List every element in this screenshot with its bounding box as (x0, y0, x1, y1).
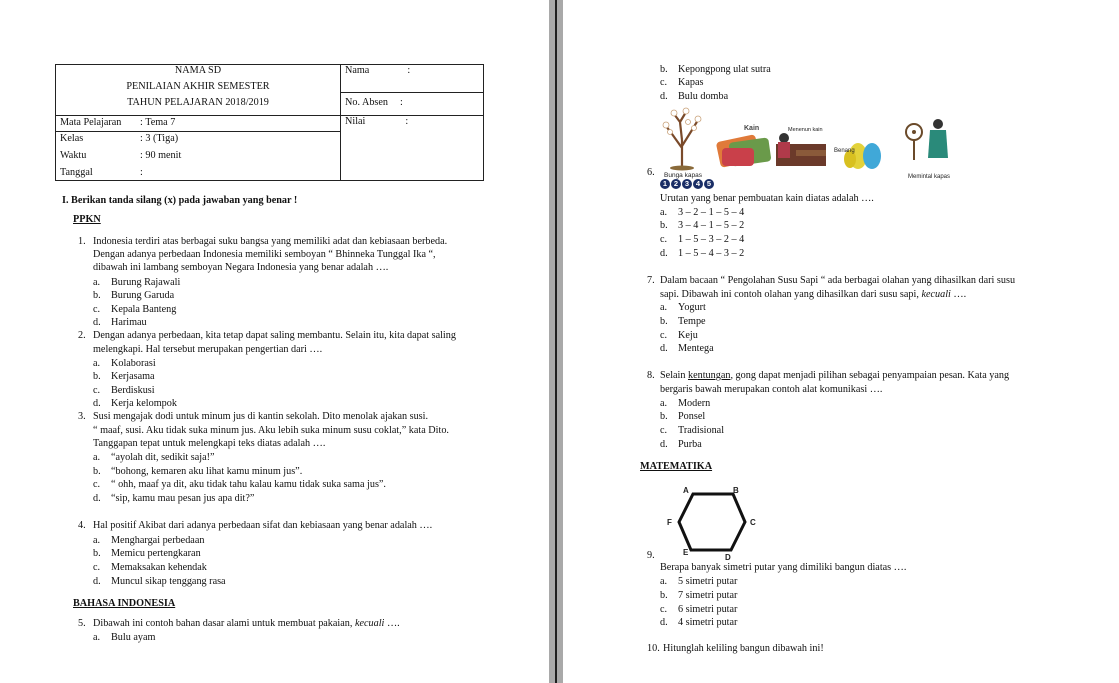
q8-line: bergaris bawah merupakan contoh alat komunikasi …. (660, 384, 883, 395)
q4-option-d: Muncul sikap tenggang rasa (111, 576, 226, 587)
q5-option-letter: b. (660, 64, 668, 75)
q2-option-letter: b. (93, 371, 101, 382)
q9-option-d: 4 simetri putar (678, 617, 738, 628)
q7-option-letter: b. (660, 316, 668, 327)
q5-option-letter: c. (660, 77, 668, 88)
exam-title-cell (56, 65, 341, 116)
q4-option-a: Menghargai perbedaan (111, 535, 205, 546)
tanggal-label: Tanggal (60, 167, 93, 178)
q4-option-letter: a. (93, 535, 101, 546)
absen-cell: No. Absen : (341, 93, 484, 116)
q3-line: Susi mengajak dodi untuk minum jus di kantin sekolah. Dito menolak ajakan susi. (93, 411, 429, 422)
q2-line: melengkapi. Hal tersebut merupakan pengertian dari …. (93, 344, 323, 355)
q4-option-letter: d. (93, 576, 101, 587)
q6-option-letter: b. (660, 220, 668, 231)
nama-label: Nama (345, 65, 370, 76)
q5-question: Dibawah ini contoh bahan dasar alami untuk membuat pakaian, kecuali …. (93, 618, 400, 629)
q4-line: Hal positif Akibat dari adanya perbedaan sifat dan kebiasaan yang benar adalah …. (93, 520, 433, 531)
q7-option-a: Yogurt (678, 302, 706, 313)
label-benang: Benang (834, 148, 855, 154)
q3-option-letter: b. (93, 466, 101, 477)
yarn-image (844, 143, 881, 169)
kelas-label: Kelas (60, 133, 84, 144)
q8-option-letter: c. (660, 425, 668, 436)
q6-number: 6. (647, 167, 655, 178)
label-menenun: Menenun kain (788, 127, 823, 133)
q2-option-b: Kerjasama (111, 371, 155, 382)
q3-option-a: “ayolah dit, sedikit saja!” (111, 452, 215, 463)
q2-line: Dengan adanya perbedaan, kita tetap dapat saling membantu. Selain itu, kita dapat saling (93, 330, 456, 341)
q8-option-a: Modern (678, 398, 711, 409)
cotton-plant-image (663, 108, 701, 171)
q4-option-letter: b. (93, 548, 101, 559)
q2-option-letter: d. (93, 398, 101, 409)
q7-option-letter: a. (660, 302, 668, 313)
q3-option-letter: c. (93, 479, 101, 490)
q9-option-letter: c. (660, 604, 668, 615)
q3-line: Tanggapan tepat untuk melengkapi teks diatas adalah …. (93, 438, 326, 449)
weaving-image (776, 133, 826, 166)
exam-name: PENILAIAN AKHIR SEMESTER (126, 81, 270, 92)
q1-option-letter: c. (93, 304, 101, 315)
q2-option-a: Kolaborasi (111, 358, 156, 369)
mapel-label: Mata Pelajaran (60, 117, 122, 128)
page-separator (549, 0, 563, 683)
nilai-label: Nilai (345, 116, 366, 127)
q7-option-b: Tempe (678, 316, 706, 327)
label-bunga-kapas: Bunga kapas (664, 172, 702, 179)
q6-option-letter: d. (660, 248, 668, 259)
nama-cell: Nama : (341, 65, 484, 93)
q1-option-c: Kepala Banteng (111, 304, 177, 315)
q5-option-b: Kepongpong ulat sutra (678, 64, 771, 75)
kelas-value: : 3 (Tiga) (140, 133, 179, 144)
q3-option-d: “sip, kamu mau pesan jus apa dit?” (111, 493, 255, 504)
q8-option-letter: b. (660, 411, 668, 422)
q9-question: Berapa banyak simetri putar yang dimiliki bangun diatas …. (660, 562, 907, 573)
step-circle: 1 (660, 179, 670, 189)
q8-option-b: Ponsel (678, 411, 706, 422)
q6-option-letter: c. (660, 234, 668, 245)
q1-option-letter: b. (93, 290, 101, 301)
q7-option-d: Mentega (678, 343, 714, 354)
q4-option-letter: c. (93, 562, 101, 573)
q1-option-b: Burung Garuda (111, 290, 175, 301)
q5-option-d: Bulu domba (678, 91, 729, 102)
q3-option-letter: a. (93, 452, 101, 463)
q4-option-b: Memicu pertengkaran (111, 548, 201, 559)
tanggal-value: : (140, 167, 143, 178)
q10-question: Hitunglah keliling bangun dibawah ini! (663, 643, 824, 654)
q3-line: “ maaf, susi. Aku tidak suka minum jus. Aku lebih suka minum susu coklat,” kata Dito. (93, 425, 449, 436)
q6-option-letter: a. (660, 207, 668, 218)
document-page-left (0, 0, 549, 683)
waktu-label: Waktu (60, 150, 87, 161)
q9-option-letter: b. (660, 590, 668, 601)
q1-option-letter: a. (93, 277, 101, 288)
vertex-label: C (750, 518, 756, 527)
q7-number: 7. (647, 275, 655, 286)
q2-option-c: Berdiskusi (111, 385, 155, 396)
q6-option-b: 3 – 4 – 1 – 5 – 2 (678, 220, 745, 231)
q2-option-letter: a. (93, 358, 101, 369)
q1-option-letter: d. (93, 317, 101, 328)
q1-line: Dengan adanya perbedaan Indonesia memiliki semboyan “ Bhinneka Tunggal Ika “, (93, 249, 436, 260)
instruction: I. Berikan tanda silang (x) pada jawaban yang benar ! (62, 195, 298, 206)
label-memintal: Memintal kapas (908, 174, 951, 180)
step-circle: 4 (693, 179, 703, 189)
q8-option-c: Tradisional (678, 425, 725, 436)
q10-number: 10. (647, 643, 660, 654)
q7-line: sapi. Dibawah ini contoh olahan yang dihasilkan dari susu sapi, kecuali …. (660, 289, 967, 300)
mapel-value: : Tema 7 (140, 117, 176, 128)
q3-number: 3. (78, 411, 86, 422)
q3-option-letter: d. (93, 493, 101, 504)
vertex-label: F (667, 518, 672, 527)
q5-option-a: Bulu ayam (111, 632, 156, 643)
q8-option-letter: d. (660, 439, 668, 450)
section-matematika: MATEMATIKA (640, 461, 713, 472)
hexagon-figure (663, 484, 763, 562)
q7-option-letter: d. (660, 343, 668, 354)
q6-question: Urutan yang benar pembuatan kain diatas adalah …. (660, 193, 874, 204)
q3-option-b: “bohong, kemaren aku lihat kamu minum jus”. (111, 466, 303, 477)
subject-info-cell (56, 116, 341, 181)
q1-line: dibawah ini lambang semboyan Negara Indonesia yang benar adalah …. (93, 262, 389, 273)
q5-option-letter: d. (660, 91, 668, 102)
absen-label: No. Absen (345, 97, 389, 108)
q4-option-c: Memaksakan kehendak (111, 562, 207, 573)
q2-option-letter: c. (93, 385, 101, 396)
step-circle: 2 (671, 179, 681, 189)
vertex-label: B (733, 486, 739, 495)
q1-line: Indonesia terdiri atas berbagai suku bangsa yang memiliki adat dan kebiasaan berbeda. (93, 236, 448, 247)
exam-header-table (55, 64, 484, 181)
q1-number: 1. (78, 236, 86, 247)
q3-option-c: “ ohh, maaf ya dit, aku tidak tahu kalau kamu tidak suka sama jus”. (111, 479, 386, 490)
q9-option-letter: d. (660, 617, 668, 628)
step-circle: 5 (704, 179, 714, 189)
q4-number: 4. (78, 520, 86, 531)
q6-option-c: 1 – 5 – 3 – 2 – 4 (678, 234, 745, 245)
q8-option-letter: a. (660, 398, 668, 409)
q5-number: 5. (78, 618, 86, 629)
vertex-label: A (683, 486, 689, 495)
vertex-label: E (683, 548, 689, 557)
label-kain: Kain (744, 125, 760, 132)
q8-option-d: Purba (678, 439, 702, 450)
q9-option-c: 6 simetri putar (678, 604, 738, 615)
q8-line: Selain kentungan, gong dapat menjadi pilihan sebagai penyampaian pesan. Kata yang (660, 370, 1010, 381)
fabric-rolls-image (716, 134, 772, 168)
section-bahasa: BAHASA INDONESIA (73, 598, 176, 609)
q9-option-b: 7 simetri putar (678, 590, 738, 601)
hexagon-shape (679, 494, 745, 550)
q6-option-a: 3 – 2 – 1 – 5 – 4 (678, 207, 745, 218)
fabric-process-illustration (658, 104, 958, 182)
q1-option-a: Burung Rajawali (111, 277, 181, 288)
document-page-right (563, 0, 1119, 683)
school-name: NAMA SD (174, 65, 222, 76)
vertex-label: D (725, 553, 731, 562)
q2-option-d: Kerja kelompok (111, 398, 177, 409)
q5-option-letter: a. (93, 632, 101, 643)
q7-option-letter: c. (660, 330, 668, 341)
spinning-image (906, 119, 948, 160)
q5-option-c: Kapas (678, 77, 704, 88)
waktu-value: : 90 menit (140, 150, 182, 161)
q9-option-letter: a. (660, 576, 668, 587)
q9-option-a: 5 simetri putar (678, 576, 738, 587)
step-number-circles (660, 178, 715, 190)
exam-year: TAHUN PELAJARAN 2018/2019 (127, 97, 269, 108)
step-circle: 3 (682, 179, 692, 189)
q2-number: 2. (78, 330, 86, 341)
q7-option-c: Keju (678, 330, 698, 341)
q6-option-d: 1 – 5 – 4 – 3 – 2 (678, 248, 745, 259)
q8-number: 8. (647, 370, 655, 381)
q7-line: Dalam bacaan “ Pengolahan Susu Sapi “ ada berbagai olahan yang dihasilkan dari susu (660, 275, 1016, 286)
q1-option-d: Harimau (111, 317, 147, 328)
nilai-cell: Nilai : (341, 116, 484, 181)
section-ppkn: PPKN (73, 214, 101, 225)
q9-number: 9. (647, 550, 655, 561)
